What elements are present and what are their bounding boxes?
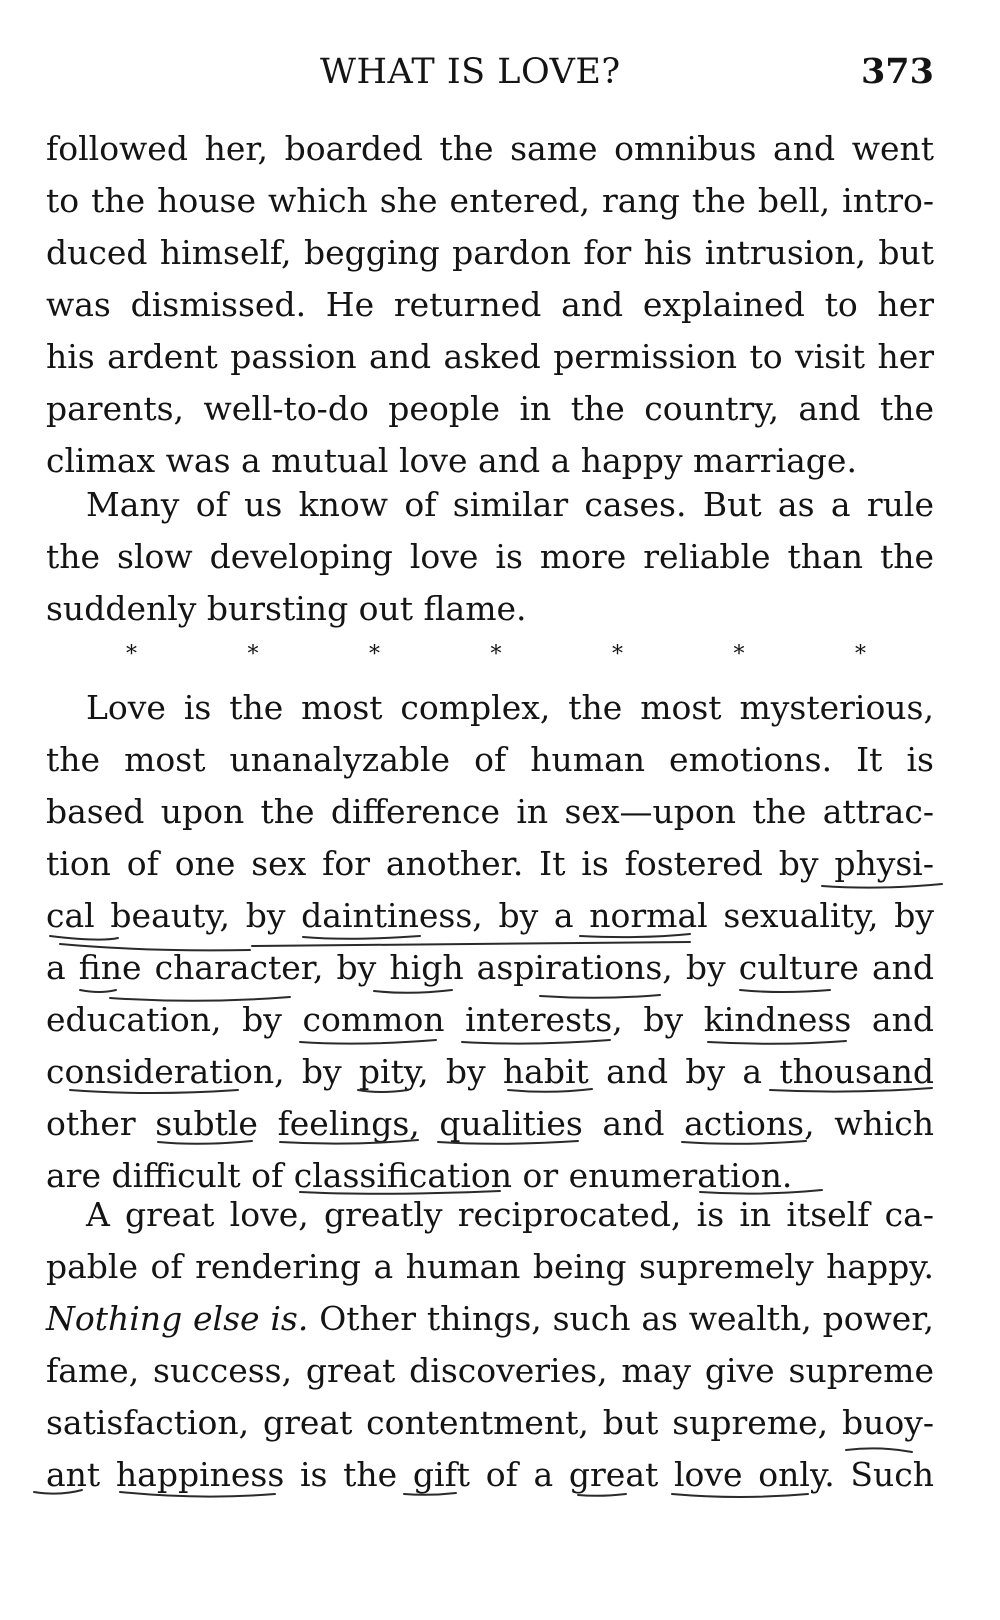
text-line: other subtle feelings, qualities and actions, which <box>46 1104 934 1143</box>
text-line <box>46 1293 934 1345</box>
text-line: pable of rendering a human being supremely happy. <box>46 1247 934 1286</box>
section-divider <box>126 640 866 670</box>
divider-asterisk: * <box>126 642 137 667</box>
text-line: cal beauty, by daintiness, by a normal sexuality, by <box>46 896 934 935</box>
text-line: Many of us know of similar cases. But as a rule <box>86 485 934 524</box>
text-line: are difficult of classification or enumeration. <box>46 1156 793 1195</box>
text-line: was dismissed. He returned and explained to her <box>46 285 934 324</box>
text-line: tion of one sex for another. It is fostered by physi- <box>46 844 934 883</box>
italic-phrase: Nothing else is. <box>46 1299 309 1338</box>
text-line: to the house which she entered, rang the bell, intro- <box>46 181 934 220</box>
text-line: Love is the most complex, the most mysterious, <box>86 688 934 727</box>
paragraph-4 <box>46 1189 934 1501</box>
page-number: 373 <box>860 51 934 92</box>
text-line: parents, well-to-do people in the country, and the <box>46 389 934 428</box>
page-header <box>46 50 934 94</box>
text-line: climax was a mutual love and a happy marriage. <box>46 441 857 480</box>
divider-asterisk: * <box>247 642 259 667</box>
text-line: the most unanalyzable of human emotions. It is <box>46 740 934 779</box>
text-line: suddenly bursting out flame. <box>46 589 527 628</box>
running-title: WHAT IS LOVE? <box>320 52 621 92</box>
book-page <box>46 0 934 1620</box>
text-line: duced himself, begging pardon for his intrusion, but <box>46 233 934 272</box>
divider-asterisk: * <box>369 642 380 667</box>
text-line: A great love, greatly reciprocated, is in itself ca- <box>86 1195 934 1234</box>
text-line-rest: Other things, such as wealth, power, <box>319 1299 934 1338</box>
paragraph-3 <box>46 682 934 1202</box>
text-line: satisfaction, great contentment, but supreme, buoy- <box>46 1403 934 1442</box>
text-line: consideration, by pity, by habit and by a thousand <box>46 1052 934 1091</box>
text-line: his ardent passion and asked permission to visit her <box>46 337 934 376</box>
text-line: followed her, boarded the same omnibus and went <box>46 129 934 168</box>
divider-asterisk: * <box>733 642 745 667</box>
text-line: based upon the difference in sex—upon the attrac- <box>46 792 934 831</box>
divider-asterisk: * <box>612 642 623 667</box>
text-line: education, by common interests, by kindness and <box>46 1000 934 1039</box>
paragraph-2 <box>46 479 934 635</box>
paragraph-1 <box>46 123 934 487</box>
text-line: ant happiness is the gift of a great love only. Such <box>46 1455 934 1494</box>
text-line: the slow developing love is more reliable than the <box>46 537 934 576</box>
divider-asterisk: * <box>490 642 502 667</box>
divider-asterisk: * <box>855 642 866 667</box>
text-line: fame, success, great discoveries, may give supreme <box>46 1351 934 1390</box>
text-line: a fine character, by high aspirations, by culture and <box>46 948 934 987</box>
